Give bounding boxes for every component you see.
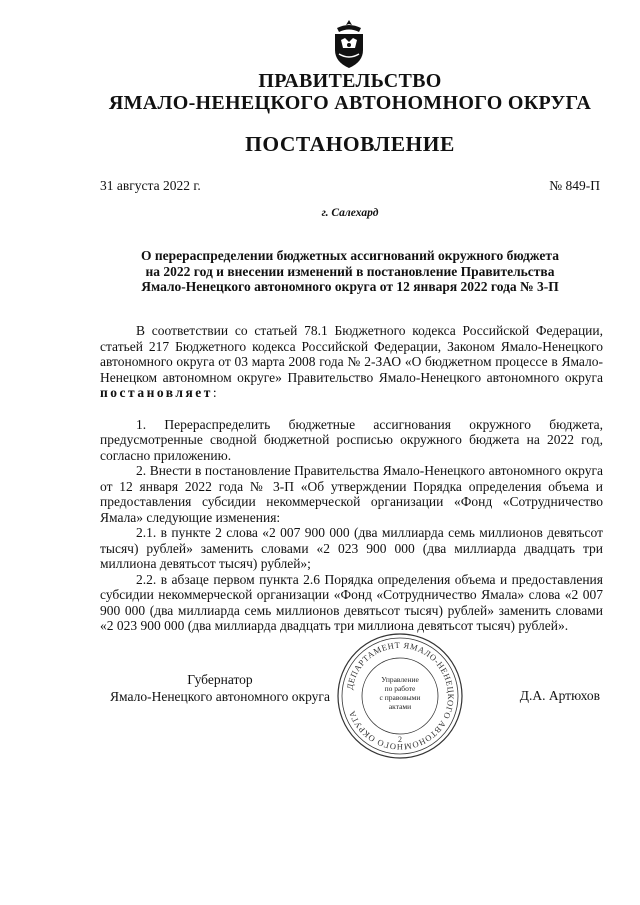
stamp-center-line: по работе xyxy=(384,684,416,693)
government-title-line1: ПРАВИТЕЛЬСТВО xyxy=(258,70,442,92)
item-2-2-paragraph: 2.2. в абзаце первом пункта 2.6 Порядка определения объема и предоставления субсидии некоммерческой организации «Фонд «Сотрудничество Ямала» слова «2 007 900 000 (два миллиарда семь миллионов девятьсот тысяч) рублей» заменить словами «2 023 900 000 (два миллиарда двадцать три миллиона девятьсот тысяч) рублей». xyxy=(100,571,603,633)
document-type: ПОСТАНОВЛЕНИЕ xyxy=(245,132,455,156)
document-subject xyxy=(100,248,600,295)
signatory-name: Д.А. Артюхов xyxy=(519,688,600,703)
item-2-1-paragraph: 2.1. в пункте 2 слова «2 007 900 000 (два миллиарда семь миллионов девятьсот тысяч) рублей» заменить словами «2 023 900 000 (два миллиарда двадцать три миллиона девятьсот тысяч) рублей»; xyxy=(100,525,603,571)
subject-line: на 2022 год и внесении изменений в постановление Правительства xyxy=(145,263,555,279)
coat-of-arms-icon xyxy=(329,18,369,70)
item-1-paragraph: 1. Перераспределить бюджетные ассигнования окружного бюджета, предусмотренные сводной бюджетной росписью окружного бюджета на 2022 год, согласно приложению. xyxy=(100,416,603,463)
signatory-title: Губернатор xyxy=(187,672,253,687)
subject-line: О перераспределении бюджетных ассигнований окружного бюджета xyxy=(141,248,559,263)
document-number: № 849-П xyxy=(549,178,600,193)
decree-colon: : xyxy=(212,385,217,400)
government-title-line2: ЯМАЛО-НЕНЕЦКОГО АВТОНОМНОГО ОКРУГА xyxy=(108,92,592,114)
signatory-region: Ямало-Ненецкого автономного округа xyxy=(110,689,330,704)
document-body xyxy=(100,323,603,634)
preamble-text: В соответствии со статьей 78.1 Бюджетного кодекса Российской Федерации, статьей 217 Бюджетного кодекса Российской Федерации, Законом Ямало-Ненецкого автономного округа от 03 марта 2008 года № 2-ЗАО «О бюджетном процессе в Ямало-Ненецком автономном округе» Правительство Ямало-Ненецкого автономного округа xyxy=(100,323,603,385)
document-date: 31 августа 2022 г. xyxy=(100,178,201,193)
stamp-center-line: с правовыми xyxy=(379,693,421,702)
stamp-outer-text: ДЕПАРТАМЕНТ ЯМАЛО-НЕНЕЦКОГО АВТОНОМНОГО ОКРУГА xyxy=(344,639,457,753)
stamp-center-line: Управление xyxy=(381,675,419,684)
subject-line: Ямало-Ненецкого автономного округа от 12 января 2022 года № 3-П xyxy=(141,279,559,294)
decree-word: постановляет xyxy=(100,385,213,400)
stamp-number: 2 xyxy=(398,735,402,744)
document-city: г. Салехард xyxy=(321,207,379,219)
preamble-paragraph xyxy=(100,323,603,401)
stamp-center-text xyxy=(366,675,434,711)
item-2-paragraph: 2. Внести в постановление Правительства Ямало-Ненецкого автономного округа от 12 января 2022 года № 3-П «Об утверждении Порядка определения объема и предоставления субсидии некоммерческой организации «Фонд «Сотрудничество Ямала» следующие изменения: xyxy=(100,463,603,525)
signatory-position xyxy=(100,671,340,705)
stamp-center-line: актами xyxy=(388,702,412,711)
